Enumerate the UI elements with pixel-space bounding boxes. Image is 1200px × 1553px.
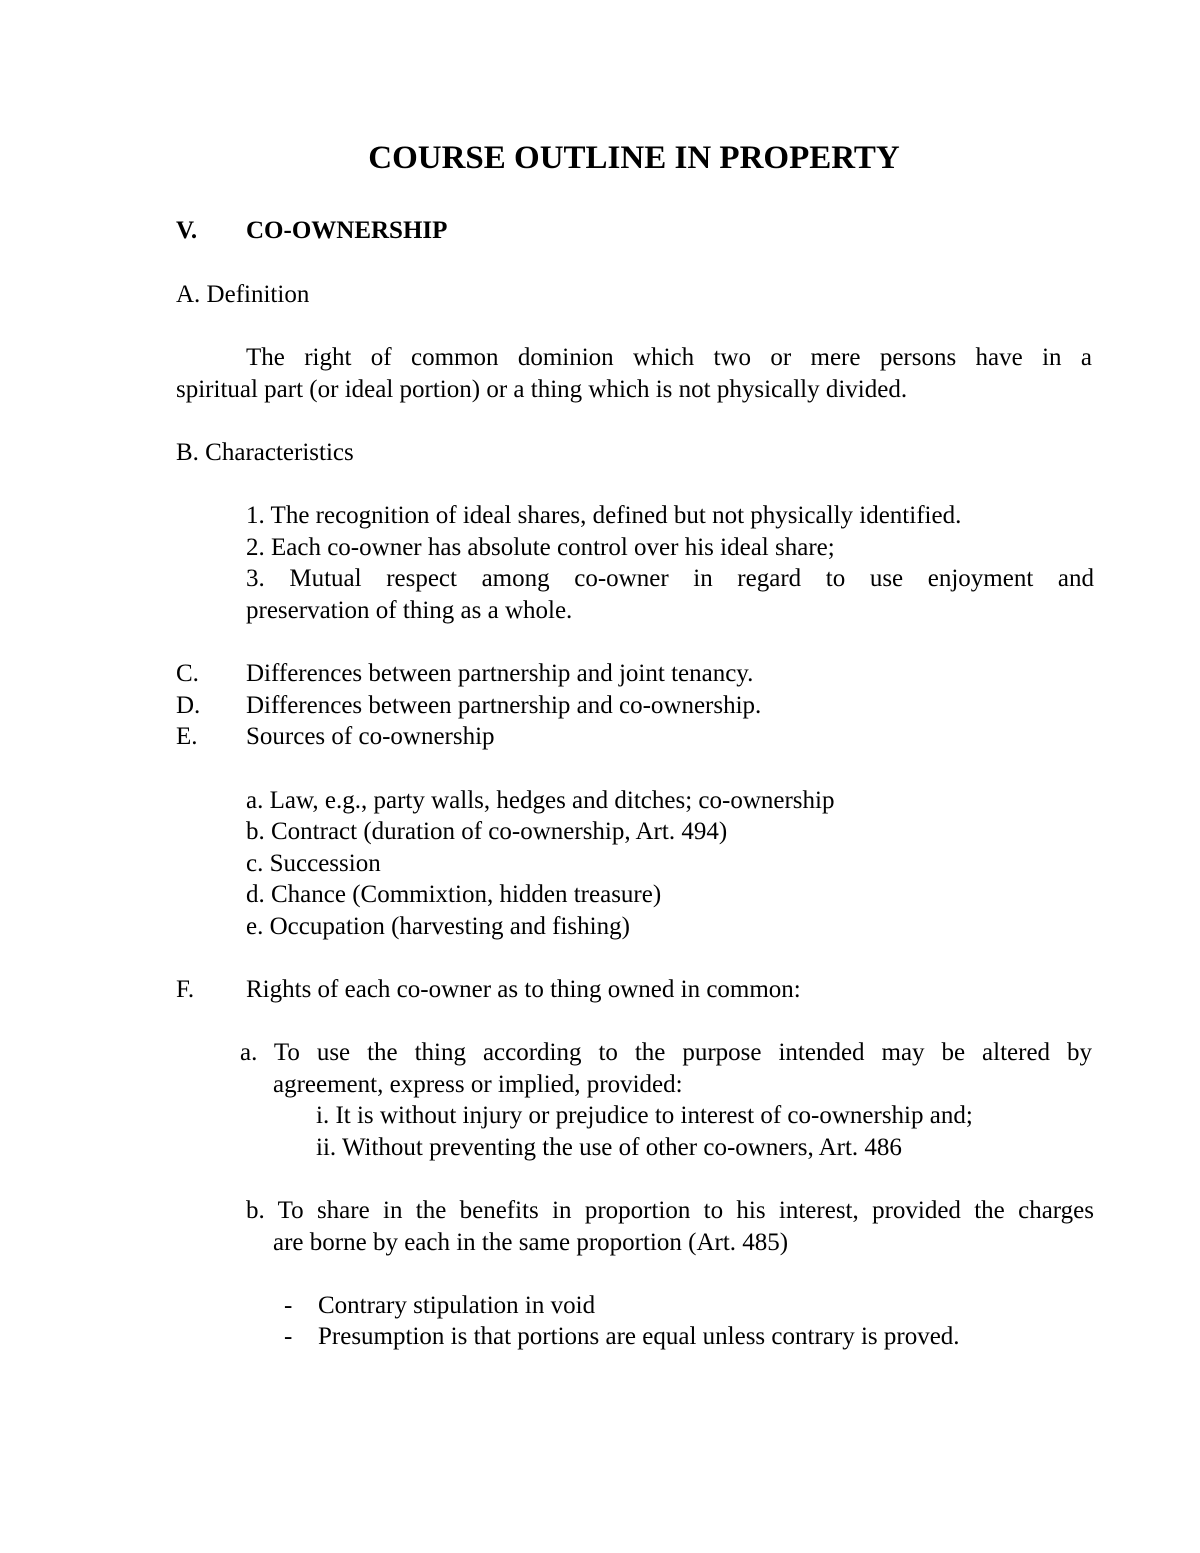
bullet-dash: - [284, 1292, 293, 1319]
right-a-condition-ii: ii. Without preventing the use of other co-owners, Art. 486 [316, 1134, 902, 1161]
outline-item-letter: C. [176, 660, 199, 687]
right-a-condition-i: i. It is without injury or prejudice to interest of co-ownership and; [316, 1102, 973, 1129]
characteristic-item-1: 1. The recognition of ideal shares, defined but not physically identified. [246, 502, 962, 529]
definition-paragraph-line1: The right of common dominion which two or mere persons have in a [246, 344, 1092, 371]
outline-item-letter: E. [176, 723, 198, 750]
bullet-text: Contrary stipulation in void [318, 1292, 596, 1319]
source-item-contract: b. Contract (duration of co-ownership, Art. 494) [246, 818, 728, 845]
right-b-line1: b. To share in the benefits in proportion to his interest, provided the charges [246, 1197, 1094, 1224]
outline-item-text: Differences between partnership and co-ownership. [246, 692, 762, 719]
document-title: COURSE OUTLINE IN PROPERTY [368, 140, 900, 176]
source-item-chance: d. Chance (Commixtion, hidden treasure) [246, 881, 662, 908]
source-item-occupation: e. Occupation (harvesting and fishing) [246, 913, 630, 940]
outline-item-letter: D. [176, 692, 201, 719]
characteristic-item-3-line2: preservation of thing as a whole. [246, 597, 573, 624]
definition-heading: A. Definition [176, 281, 310, 308]
outline-item-text: Sources of co-ownership [246, 723, 495, 750]
source-item-succession: c. Succession [246, 850, 381, 877]
right-b-line2: are borne by each in the same proportion (Art. 485) [273, 1229, 789, 1256]
characteristic-item-2: 2. Each co-owner has absolute control over his ideal share; [246, 534, 835, 561]
section-title: CO-OWNERSHIP [246, 217, 448, 244]
characteristics-heading: B. Characteristics [176, 439, 354, 466]
right-a-line2: agreement, express or implied, provided: [273, 1071, 683, 1098]
outline-item-letter: F. [176, 976, 195, 1003]
outline-item-text: Differences between partnership and joint tenancy. [246, 660, 754, 687]
section-number: V. [176, 217, 198, 244]
source-item-law: a. Law, e.g., party walls, hedges and ditches; co-ownership [246, 787, 835, 814]
bullet-text: Presumption is that portions are equal unless contrary is proved. [318, 1323, 960, 1350]
bullet-dash: - [284, 1323, 293, 1350]
definition-paragraph-line2: spiritual part (or ideal portion) or a thing which is not physically divided. [176, 376, 908, 403]
outline-item-text: Rights of each co-owner as to thing owned in common: [246, 976, 801, 1003]
characteristic-item-3-line1: 3. Mutual respect among co-owner in regard to use enjoyment and [246, 565, 1094, 592]
right-a-line1: a. To use the thing according to the purpose intended may be altered by [240, 1039, 1092, 1066]
